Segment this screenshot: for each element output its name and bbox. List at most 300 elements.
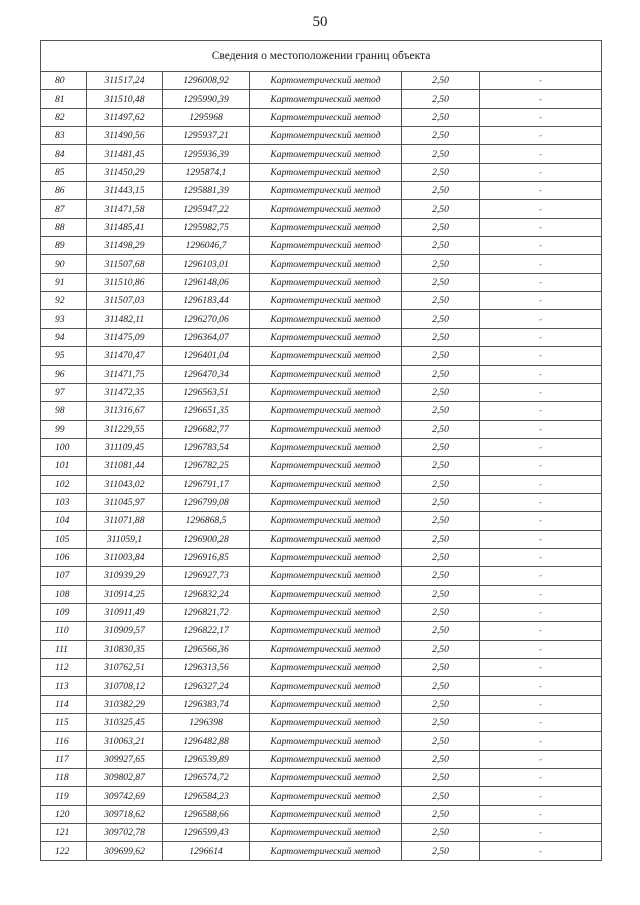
accuracy-cell: 2,50	[402, 732, 480, 750]
x-coordinate-cell: 311443,15	[87, 182, 163, 200]
y-coordinate-cell: 1295947,22	[163, 200, 250, 218]
x-coordinate-cell: 309718,62	[87, 805, 163, 823]
y-coordinate-cell: 1296270,06	[163, 310, 250, 328]
table-row	[41, 365, 602, 383]
y-coordinate-cell: 1296482,88	[163, 732, 250, 750]
table-row	[41, 90, 602, 108]
note-cell: -	[480, 530, 602, 548]
y-coordinate-cell: 1295968	[163, 108, 250, 126]
y-coordinate-cell: 1296046,7	[163, 237, 250, 255]
method-cell: Картометрический метод	[250, 108, 402, 126]
table-row	[41, 512, 602, 530]
note-cell: -	[480, 273, 602, 291]
note-cell: -	[480, 732, 602, 750]
point-number-cell: 118	[41, 769, 87, 787]
point-number-cell: 97	[41, 383, 87, 401]
x-coordinate-cell: 311081,44	[87, 457, 163, 475]
note-cell: -	[480, 145, 602, 163]
point-number-cell: 89	[41, 237, 87, 255]
note-cell: -	[480, 512, 602, 530]
point-number-cell: 85	[41, 163, 87, 181]
method-cell: Картометрический метод	[250, 475, 402, 493]
table-row	[41, 603, 602, 621]
accuracy-cell: 2,50	[402, 72, 480, 90]
accuracy-cell: 2,50	[402, 108, 480, 126]
y-coordinate-cell: 1296364,07	[163, 328, 250, 346]
point-number-cell: 109	[41, 603, 87, 621]
table-title-row	[41, 41, 602, 72]
accuracy-cell: 2,50	[402, 145, 480, 163]
x-coordinate-cell: 311316,67	[87, 402, 163, 420]
point-number-cell: 82	[41, 108, 87, 126]
note-cell: -	[480, 475, 602, 493]
point-number-cell: 119	[41, 787, 87, 805]
table-row	[41, 255, 602, 273]
method-cell: Картометрический метод	[250, 714, 402, 732]
y-coordinate-cell: 1296103,01	[163, 255, 250, 273]
point-number-cell: 93	[41, 310, 87, 328]
note-cell: -	[480, 218, 602, 236]
point-number-cell: 120	[41, 805, 87, 823]
note-cell: -	[480, 457, 602, 475]
method-cell: Картометрический метод	[250, 145, 402, 163]
table-row	[41, 438, 602, 456]
x-coordinate-cell: 311470,47	[87, 347, 163, 365]
x-coordinate-cell: 310708,12	[87, 677, 163, 695]
x-coordinate-cell: 309927,65	[87, 750, 163, 768]
accuracy-cell: 2,50	[402, 677, 480, 695]
table-row	[41, 805, 602, 823]
x-coordinate-cell: 311485,41	[87, 218, 163, 236]
accuracy-cell: 2,50	[402, 163, 480, 181]
table-row	[41, 457, 602, 475]
point-number-cell: 107	[41, 567, 87, 585]
y-coordinate-cell: 1296327,24	[163, 677, 250, 695]
x-coordinate-cell: 310911,49	[87, 603, 163, 621]
y-coordinate-cell: 1296401,04	[163, 347, 250, 365]
method-cell: Картометрический метод	[250, 769, 402, 787]
table-row	[41, 182, 602, 200]
x-coordinate-cell: 310939,29	[87, 567, 163, 585]
y-coordinate-cell: 1296916,85	[163, 548, 250, 566]
note-cell: -	[480, 769, 602, 787]
point-number-cell: 95	[41, 347, 87, 365]
x-coordinate-cell: 311471,75	[87, 365, 163, 383]
y-coordinate-cell: 1296383,74	[163, 695, 250, 713]
table-row	[41, 347, 602, 365]
x-coordinate-cell: 311498,29	[87, 237, 163, 255]
point-number-cell: 108	[41, 585, 87, 603]
x-coordinate-cell: 311475,09	[87, 328, 163, 346]
x-coordinate-cell: 311490,56	[87, 127, 163, 145]
table-row	[41, 310, 602, 328]
y-coordinate-cell: 1296599,43	[163, 824, 250, 842]
table-row	[41, 585, 602, 603]
table-row	[41, 824, 602, 842]
method-cell: Картометрический метод	[250, 292, 402, 310]
point-number-cell: 113	[41, 677, 87, 695]
accuracy-cell: 2,50	[402, 603, 480, 621]
note-cell: -	[480, 438, 602, 456]
x-coordinate-cell: 311059,1	[87, 530, 163, 548]
note-cell: -	[480, 842, 602, 860]
table-row	[41, 640, 602, 658]
point-number-cell: 105	[41, 530, 87, 548]
table-row	[41, 695, 602, 713]
point-number-cell: 115	[41, 714, 87, 732]
y-coordinate-cell: 1296799,08	[163, 493, 250, 511]
accuracy-cell: 2,50	[402, 237, 480, 255]
note-cell: -	[480, 805, 602, 823]
table-row	[41, 420, 602, 438]
accuracy-cell: 2,50	[402, 127, 480, 145]
table-row	[41, 732, 602, 750]
note-cell: -	[480, 365, 602, 383]
note-cell: -	[480, 163, 602, 181]
point-number-cell: 98	[41, 402, 87, 420]
y-coordinate-cell: 1296563,51	[163, 383, 250, 401]
method-cell: Картометрический метод	[250, 622, 402, 640]
note-cell: -	[480, 548, 602, 566]
method-cell: Картометрический метод	[250, 347, 402, 365]
x-coordinate-cell: 311517,24	[87, 72, 163, 90]
method-cell: Картометрический метод	[250, 255, 402, 273]
method-cell: Картометрический метод	[250, 493, 402, 511]
table-row	[41, 475, 602, 493]
accuracy-cell: 2,50	[402, 567, 480, 585]
y-coordinate-cell: 1296566,36	[163, 640, 250, 658]
y-coordinate-cell: 1296822,17	[163, 622, 250, 640]
method-cell: Картометрический метод	[250, 512, 402, 530]
y-coordinate-cell: 1296682,77	[163, 420, 250, 438]
accuracy-cell: 2,50	[402, 640, 480, 658]
method-cell: Картометрический метод	[250, 842, 402, 860]
table-row	[41, 769, 602, 787]
method-cell: Картометрический метод	[250, 328, 402, 346]
accuracy-cell: 2,50	[402, 769, 480, 787]
accuracy-cell: 2,50	[402, 90, 480, 108]
x-coordinate-cell: 311510,48	[87, 90, 163, 108]
point-number-cell: 84	[41, 145, 87, 163]
method-cell: Картометрический метод	[250, 127, 402, 145]
point-number-cell: 81	[41, 90, 87, 108]
note-cell: -	[480, 310, 602, 328]
accuracy-cell: 2,50	[402, 383, 480, 401]
point-number-cell: 90	[41, 255, 87, 273]
note-cell: -	[480, 200, 602, 218]
x-coordinate-cell: 310063,21	[87, 732, 163, 750]
x-coordinate-cell: 310762,51	[87, 659, 163, 677]
accuracy-cell: 2,50	[402, 182, 480, 200]
note-cell: -	[480, 493, 602, 511]
accuracy-cell: 2,50	[402, 218, 480, 236]
accuracy-cell: 2,50	[402, 530, 480, 548]
x-coordinate-cell: 311043,02	[87, 475, 163, 493]
note-cell: -	[480, 402, 602, 420]
accuracy-cell: 2,50	[402, 200, 480, 218]
note-cell: -	[480, 622, 602, 640]
page-number: 50	[312, 14, 328, 30]
accuracy-cell: 2,50	[402, 548, 480, 566]
x-coordinate-cell: 311450,29	[87, 163, 163, 181]
accuracy-cell: 2,50	[402, 328, 480, 346]
x-coordinate-cell: 310325,45	[87, 714, 163, 732]
method-cell: Картометрический метод	[250, 237, 402, 255]
point-number-cell: 96	[41, 365, 87, 383]
method-cell: Картометрический метод	[250, 603, 402, 621]
y-coordinate-cell: 1296588,66	[163, 805, 250, 823]
method-cell: Картометрический метод	[250, 365, 402, 383]
table-row	[41, 493, 602, 511]
method-cell: Картометрический метод	[250, 750, 402, 768]
method-cell: Картометрический метод	[250, 218, 402, 236]
y-coordinate-cell: 1296313,56	[163, 659, 250, 677]
table-row	[41, 714, 602, 732]
y-coordinate-cell: 1296584,23	[163, 787, 250, 805]
table-row	[41, 292, 602, 310]
note-cell: -	[480, 383, 602, 401]
accuracy-cell: 2,50	[402, 750, 480, 768]
table-row	[41, 622, 602, 640]
note-cell: -	[480, 72, 602, 90]
table-row	[41, 530, 602, 548]
accuracy-cell: 2,50	[402, 347, 480, 365]
accuracy-cell: 2,50	[402, 310, 480, 328]
point-number-cell: 80	[41, 72, 87, 90]
table-row	[41, 218, 602, 236]
method-cell: Картометрический метод	[250, 90, 402, 108]
note-cell: -	[480, 677, 602, 695]
y-coordinate-cell: 1296470,34	[163, 365, 250, 383]
method-cell: Картометрический метод	[250, 163, 402, 181]
method-cell: Картометрический метод	[250, 695, 402, 713]
accuracy-cell: 2,50	[402, 622, 480, 640]
x-coordinate-cell: 311510,86	[87, 273, 163, 291]
y-coordinate-cell: 1296651,35	[163, 402, 250, 420]
table-row	[41, 72, 602, 90]
note-cell: -	[480, 328, 602, 346]
x-coordinate-cell: 311229,55	[87, 420, 163, 438]
accuracy-cell: 2,50	[402, 842, 480, 860]
note-cell: -	[480, 567, 602, 585]
point-number-cell: 92	[41, 292, 87, 310]
note-cell: -	[480, 182, 602, 200]
accuracy-cell: 2,50	[402, 255, 480, 273]
table-row	[41, 163, 602, 181]
y-coordinate-cell: 1296782,25	[163, 457, 250, 475]
y-coordinate-cell: 1296927,73	[163, 567, 250, 585]
note-cell: -	[480, 108, 602, 126]
note-cell: -	[480, 603, 602, 621]
method-cell: Картометрический метод	[250, 787, 402, 805]
note-cell: -	[480, 237, 602, 255]
accuracy-cell: 2,50	[402, 457, 480, 475]
point-number-cell: 110	[41, 622, 87, 640]
y-coordinate-cell: 1296574,72	[163, 769, 250, 787]
x-coordinate-cell: 309699,62	[87, 842, 163, 860]
method-cell: Картометрический метод	[250, 310, 402, 328]
method-cell: Картометрический метод	[250, 548, 402, 566]
method-cell: Картометрический метод	[250, 805, 402, 823]
table-row	[41, 237, 602, 255]
x-coordinate-cell: 311471,58	[87, 200, 163, 218]
point-number-cell: 122	[41, 842, 87, 860]
note-cell: -	[480, 659, 602, 677]
method-cell: Картометрический метод	[250, 420, 402, 438]
y-coordinate-cell: 1296791,17	[163, 475, 250, 493]
table-row	[41, 659, 602, 677]
point-number-cell: 103	[41, 493, 87, 511]
y-coordinate-cell: 1296008,92	[163, 72, 250, 90]
method-cell: Картометрический метод	[250, 182, 402, 200]
x-coordinate-cell: 309702,78	[87, 824, 163, 842]
method-cell: Картометрический метод	[250, 402, 402, 420]
x-coordinate-cell: 311507,03	[87, 292, 163, 310]
note-cell: -	[480, 640, 602, 658]
method-cell: Картометрический метод	[250, 732, 402, 750]
note-cell: -	[480, 585, 602, 603]
point-number-cell: 114	[41, 695, 87, 713]
note-cell: -	[480, 292, 602, 310]
accuracy-cell: 2,50	[402, 824, 480, 842]
boundary-coordinates-sheet	[40, 40, 601, 861]
point-number-cell: 87	[41, 200, 87, 218]
y-coordinate-cell: 1295982,75	[163, 218, 250, 236]
note-cell: -	[480, 255, 602, 273]
y-coordinate-cell: 1296183,44	[163, 292, 250, 310]
method-cell: Картометрический метод	[250, 438, 402, 456]
y-coordinate-cell: 1296398	[163, 714, 250, 732]
x-coordinate-cell: 311507,68	[87, 255, 163, 273]
table-row	[41, 200, 602, 218]
method-cell: Картометрический метод	[250, 640, 402, 658]
x-coordinate-cell: 310909,57	[87, 622, 163, 640]
table-row	[41, 145, 602, 163]
point-number-cell: 104	[41, 512, 87, 530]
table-row	[41, 567, 602, 585]
y-coordinate-cell: 1295874,1	[163, 163, 250, 181]
x-coordinate-cell: 309802,87	[87, 769, 163, 787]
y-coordinate-cell: 1296783,54	[163, 438, 250, 456]
note-cell: -	[480, 347, 602, 365]
accuracy-cell: 2,50	[402, 475, 480, 493]
accuracy-cell: 2,50	[402, 292, 480, 310]
x-coordinate-cell: 310382,29	[87, 695, 163, 713]
point-number-cell: 83	[41, 127, 87, 145]
point-number-cell: 116	[41, 732, 87, 750]
boundary-coordinates-table	[40, 40, 602, 861]
table-row	[41, 787, 602, 805]
table-row	[41, 677, 602, 695]
point-number-cell: 111	[41, 640, 87, 658]
x-coordinate-cell: 311481,45	[87, 145, 163, 163]
method-cell: Картометрический метод	[250, 200, 402, 218]
y-coordinate-cell: 1296900,28	[163, 530, 250, 548]
accuracy-cell: 2,50	[402, 805, 480, 823]
accuracy-cell: 2,50	[402, 659, 480, 677]
point-number-cell: 102	[41, 475, 87, 493]
x-coordinate-cell: 309742,69	[87, 787, 163, 805]
y-coordinate-cell: 1296614	[163, 842, 250, 860]
x-coordinate-cell: 311482,11	[87, 310, 163, 328]
y-coordinate-cell: 1296868,5	[163, 512, 250, 530]
accuracy-cell: 2,50	[402, 493, 480, 511]
accuracy-cell: 2,50	[402, 787, 480, 805]
table-row	[41, 127, 602, 145]
accuracy-cell: 2,50	[402, 420, 480, 438]
table-row	[41, 548, 602, 566]
method-cell: Картометрический метод	[250, 585, 402, 603]
y-coordinate-cell: 1296821,72	[163, 603, 250, 621]
point-number-cell: 117	[41, 750, 87, 768]
table-body	[41, 72, 602, 861]
y-coordinate-cell: 1295990,39	[163, 90, 250, 108]
point-number-cell: 106	[41, 548, 87, 566]
table-row	[41, 842, 602, 860]
method-cell: Картометрический метод	[250, 659, 402, 677]
point-number-cell: 91	[41, 273, 87, 291]
table-title: Сведения о местоположении границ объекта	[41, 41, 602, 72]
note-cell: -	[480, 824, 602, 842]
table-row	[41, 402, 602, 420]
method-cell: Картометрический метод	[250, 530, 402, 548]
accuracy-cell: 2,50	[402, 714, 480, 732]
method-cell: Картометрический метод	[250, 273, 402, 291]
point-number-cell: 100	[41, 438, 87, 456]
y-coordinate-cell: 1296539,89	[163, 750, 250, 768]
method-cell: Картометрический метод	[250, 677, 402, 695]
method-cell: Картометрический метод	[250, 457, 402, 475]
y-coordinate-cell: 1295936,39	[163, 145, 250, 163]
point-number-cell: 88	[41, 218, 87, 236]
x-coordinate-cell: 311071,88	[87, 512, 163, 530]
point-number-cell: 101	[41, 457, 87, 475]
accuracy-cell: 2,50	[402, 438, 480, 456]
y-coordinate-cell: 1295881,39	[163, 182, 250, 200]
note-cell: -	[480, 787, 602, 805]
note-cell: -	[480, 750, 602, 768]
method-cell: Картометрический метод	[250, 383, 402, 401]
accuracy-cell: 2,50	[402, 273, 480, 291]
accuracy-cell: 2,50	[402, 512, 480, 530]
note-cell: -	[480, 127, 602, 145]
point-number-cell: 121	[41, 824, 87, 842]
y-coordinate-cell: 1296148,06	[163, 273, 250, 291]
note-cell: -	[480, 714, 602, 732]
x-coordinate-cell: 310914,25	[87, 585, 163, 603]
table-row	[41, 383, 602, 401]
note-cell: -	[480, 695, 602, 713]
y-coordinate-cell: 1295937,21	[163, 127, 250, 145]
method-cell: Картометрический метод	[250, 72, 402, 90]
accuracy-cell: 2,50	[402, 585, 480, 603]
method-cell: Картометрический метод	[250, 824, 402, 842]
x-coordinate-cell: 311472,35	[87, 383, 163, 401]
x-coordinate-cell: 311045,97	[87, 493, 163, 511]
accuracy-cell: 2,50	[402, 402, 480, 420]
y-coordinate-cell: 1296832,24	[163, 585, 250, 603]
x-coordinate-cell: 311109,45	[87, 438, 163, 456]
table-row	[41, 328, 602, 346]
x-coordinate-cell: 310830,35	[87, 640, 163, 658]
note-cell: -	[480, 420, 602, 438]
point-number-cell: 86	[41, 182, 87, 200]
table-row	[41, 108, 602, 126]
note-cell: -	[480, 90, 602, 108]
table-row	[41, 750, 602, 768]
x-coordinate-cell: 311497,62	[87, 108, 163, 126]
table-row	[41, 273, 602, 291]
